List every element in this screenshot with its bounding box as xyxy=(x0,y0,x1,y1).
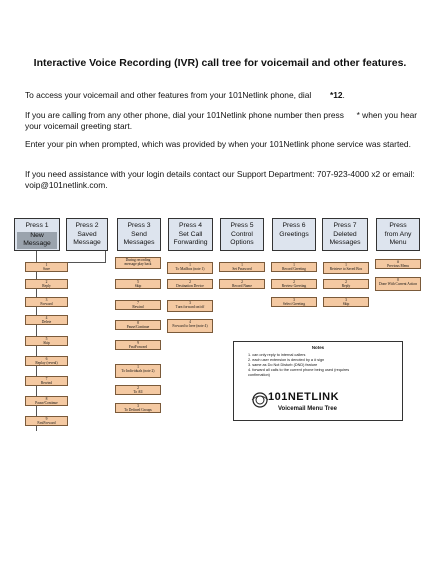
access-code: *12 xyxy=(329,90,343,100)
menu-header-label: from Any xyxy=(384,230,412,238)
option-label: Record Greeting xyxy=(282,267,306,272)
option-label: Rewind xyxy=(40,381,53,386)
option-cell xyxy=(115,257,161,269)
menu-header-label: New xyxy=(17,232,57,241)
menu-header-label: Deleted xyxy=(333,230,357,238)
option-cell xyxy=(115,403,161,413)
option-cell xyxy=(167,300,213,312)
menu-header-key: Press 1 xyxy=(25,222,49,229)
paragraph-access xyxy=(25,90,420,101)
option-key: 1 xyxy=(189,263,191,267)
option-label: Previous Menu xyxy=(387,264,409,269)
option-key: 7 xyxy=(45,377,48,381)
menu-header-label: Menu xyxy=(389,239,407,247)
option-cell xyxy=(25,376,68,386)
notes-list xyxy=(248,353,349,378)
option-key: 9 xyxy=(45,417,48,421)
option-cell xyxy=(115,300,161,310)
star-key: * xyxy=(356,110,360,120)
option-key: 2 xyxy=(345,280,347,284)
menu-header-key: Press 4 xyxy=(178,222,203,229)
option-label: FastForward xyxy=(128,345,148,350)
option-label: Pause/Continue xyxy=(35,401,58,406)
menu-header-key: Press xyxy=(389,222,407,229)
option-cell xyxy=(115,279,161,289)
option-cell xyxy=(167,262,213,274)
option-key: 1 xyxy=(241,263,243,267)
option-key: 7 xyxy=(137,301,139,305)
option-label: Record Name xyxy=(232,284,252,289)
option-label: To All xyxy=(133,390,143,395)
option-key: 3 xyxy=(137,404,139,408)
option-cell xyxy=(219,262,265,272)
option-label: Forward to here (note 4) xyxy=(172,324,208,329)
logo-text: 101NETLINK xyxy=(268,391,340,403)
option-label: Set Password xyxy=(232,267,252,272)
option-cell xyxy=(323,297,369,307)
option-cell xyxy=(375,277,421,291)
option-label: Skip xyxy=(43,341,50,346)
option-label: Forward xyxy=(40,302,53,307)
menu-header-label: Message xyxy=(73,239,101,247)
menu-header-call-forwarding xyxy=(168,218,213,251)
access-code-period: . xyxy=(342,90,345,100)
option-cell xyxy=(115,385,161,395)
option-label: message play back xyxy=(124,262,152,267)
menu-header-deleted-messages xyxy=(322,218,368,251)
option-label: Reply xyxy=(341,284,351,289)
option-label: Skip xyxy=(134,284,142,289)
paragraph-access-text: To access your voicemail and other features from your 101Netlink phone, dial xyxy=(25,90,312,100)
menu-header-label: Messages xyxy=(329,239,361,247)
option-key: 6 xyxy=(45,357,48,361)
option-key: 1 xyxy=(345,263,347,267)
option-cell xyxy=(271,262,317,272)
option-cell xyxy=(25,336,68,346)
option-label: Save xyxy=(43,267,50,272)
note-item: confirmation) xyxy=(248,373,270,377)
menu-header-label: Messages xyxy=(123,239,155,247)
menu-header-key: Press 3 xyxy=(127,222,151,229)
menu-header-greetings xyxy=(272,218,316,251)
option-cell xyxy=(271,297,317,307)
menu-header-key: Press 6 xyxy=(282,222,306,229)
menu-header-label: Message xyxy=(17,240,57,249)
logo-swoosh-icon xyxy=(250,390,270,410)
paragraph-other-phone xyxy=(25,110,420,132)
menu-header-label: Send xyxy=(131,230,147,238)
menu-header-key: Press 2 xyxy=(75,222,99,229)
option-key: 0 xyxy=(397,278,399,282)
menu-header-label: Greetings xyxy=(279,230,309,238)
option-label: Rewind xyxy=(132,305,144,310)
document-title: Interactive Voice Recording (IVR) call tree for voicemail and other features. xyxy=(33,57,407,69)
option-key: 9 xyxy=(137,341,139,345)
option-cell xyxy=(25,262,68,272)
option-key: 3 xyxy=(293,298,295,302)
logo-caption: Voicemail Menu Tree xyxy=(278,406,337,412)
option-label: To Mailbox (note 1) xyxy=(175,267,205,272)
option-key: 1 xyxy=(45,263,48,267)
option-label: Replay (reveal) xyxy=(35,361,58,366)
menu-header-label: Control xyxy=(231,230,253,238)
option-key: 1 xyxy=(137,365,139,369)
option-label: To Defined Groups xyxy=(124,408,152,413)
menu-header-new-message xyxy=(14,218,60,251)
menu-header-label: Saved xyxy=(77,230,97,238)
option-label: Turn forward on/off xyxy=(175,305,205,310)
option-key: 3 xyxy=(345,298,347,302)
menu-header-saved-message xyxy=(66,218,108,251)
option-key: 2 xyxy=(293,280,295,284)
option-cell xyxy=(323,279,369,289)
option-label: Reply xyxy=(42,284,51,289)
notes-title: Notes xyxy=(311,345,325,350)
menu-header-label: Options xyxy=(230,239,254,247)
option-cell xyxy=(25,315,68,325)
option-key: 3 xyxy=(189,301,191,305)
note-item: 3. same as Do Not Disturb (DND) feature xyxy=(248,363,318,367)
option-key: 5 xyxy=(137,280,139,284)
note-item: 1. can only reply to internal callers xyxy=(248,353,306,357)
option-key: 8 xyxy=(45,397,48,401)
option-label: Pause/Continue xyxy=(126,325,150,330)
option-label: Delete xyxy=(41,320,52,325)
option-cell xyxy=(115,364,161,378)
option-cell xyxy=(25,416,68,426)
menu-header-key: Press 5 xyxy=(230,222,254,229)
menu-header-any-menu xyxy=(376,218,420,251)
menu-header-send-messages xyxy=(117,218,161,251)
option-label: Skip xyxy=(342,302,350,307)
option-key: 8 xyxy=(137,321,139,325)
option-cell xyxy=(25,297,68,307)
menu-header-control-options xyxy=(220,218,264,251)
menu-header-label: Set Call xyxy=(178,230,203,238)
option-key: 2 xyxy=(137,386,139,390)
note-item: 4. forward all calls to the current phone being used (requires xyxy=(248,368,350,372)
option-cell xyxy=(25,279,68,289)
option-cell xyxy=(167,279,213,289)
note-item: 2. each user extension is denoted by a # sign xyxy=(248,358,325,362)
option-key: 4 xyxy=(189,320,191,324)
option-cell xyxy=(115,320,161,330)
option-cell xyxy=(167,319,213,333)
option-key: During recording xyxy=(125,258,151,262)
menu-header-label: Forwarding xyxy=(173,239,208,247)
option-cell xyxy=(25,396,68,406)
option-key: 2 xyxy=(189,280,191,284)
option-key: 4 xyxy=(45,316,48,320)
option-label: Review Greeting xyxy=(281,284,307,289)
option-label: Retrieve to Saved Box xyxy=(329,267,363,272)
option-key: 1 xyxy=(293,263,295,267)
option-cell xyxy=(375,259,421,269)
paragraph-other-phone-text-a: If you are calling from any other phone, dial your 101Netlink phone number then press xyxy=(25,110,344,120)
option-key: 2 xyxy=(45,280,48,284)
paragraph-pin: Enter your pin when prompted, which was provided by when your 101Netlink phone service was started. xyxy=(25,139,411,149)
option-label: Select Greeting xyxy=(282,302,306,307)
netlink-logo xyxy=(250,390,380,416)
option-key: # xyxy=(397,260,399,264)
menu-header-key: Press 7 xyxy=(333,222,357,229)
paragraph-other-phone-text-b: when you hear your voicemail greeting start. xyxy=(25,110,418,131)
option-cell xyxy=(25,356,68,366)
option-key: 3 xyxy=(45,298,48,302)
option-cell xyxy=(219,279,265,289)
option-cell xyxy=(115,340,161,350)
option-cell xyxy=(271,279,317,289)
option-label: Destination Device xyxy=(176,284,204,289)
option-key: 2 xyxy=(241,280,243,284)
paragraph-support: If you need assistance with your login details contact our Support Department: 707-923-4000 x2 or email: voip@101netlink.com. xyxy=(25,169,415,190)
option-cell xyxy=(323,262,369,274)
option-key: 5 xyxy=(45,337,48,341)
option-label: FastForward xyxy=(37,421,56,426)
option-label: Done With Current Action xyxy=(378,282,418,287)
option-label: To Individuals (note 2) xyxy=(121,369,155,374)
